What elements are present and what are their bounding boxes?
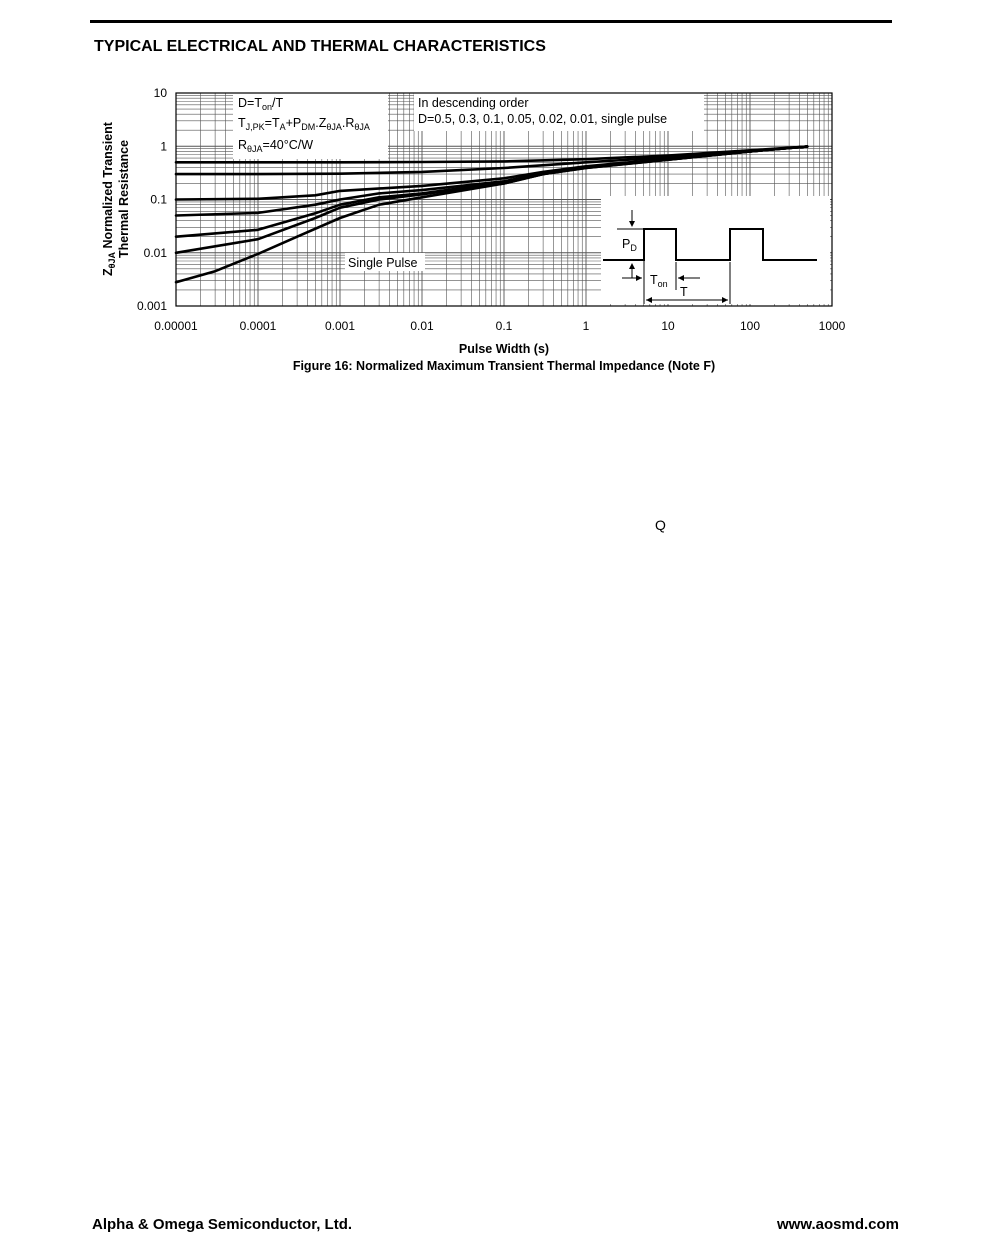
single-pulse-label: Single Pulse bbox=[348, 256, 418, 270]
ton-label: $T_{on}$ bbox=[650, 273, 668, 289]
chart-title: Figure 16: Normalized Maximum Transient Thermal Impedance (Note F) bbox=[292, 359, 716, 373]
footer-website[interactable]: www.aosmd.com bbox=[777, 1216, 899, 1233]
order-line-2: D=0.5, 0.3, 0.1, 0.05, 0.02, 0.01, single pulse bbox=[418, 112, 668, 126]
y-tick-labels bbox=[137, 86, 167, 313]
x-tick-labels bbox=[154, 319, 845, 333]
order-box bbox=[414, 93, 704, 131]
single-pulse-annotation bbox=[345, 253, 425, 271]
y-tick-label: 0.01 bbox=[143, 245, 167, 260]
x-tick-label: 1000 bbox=[818, 319, 846, 333]
x-tick-label: 100 bbox=[739, 319, 761, 333]
x-tick-label: 1 bbox=[582, 319, 590, 333]
formula-line-3: $R_{\theta JA}=40^\circ C/W$ bbox=[238, 138, 314, 154]
y-tick-label: 0.001 bbox=[136, 299, 167, 313]
x-tick-label: 0.01 bbox=[410, 319, 434, 333]
y-tick-label: 0.1 bbox=[150, 192, 167, 207]
period-label: T bbox=[680, 285, 688, 299]
formula-box bbox=[233, 93, 388, 159]
formula-line-2: $T_{J,PK}=T_A+P_{DM}.Z_{\theta JA}.R_{\theta JA}$ bbox=[238, 116, 370, 132]
x-tick-label: 0.00001 bbox=[154, 319, 198, 333]
x-axis-label: Pulse Width (s) bbox=[458, 342, 550, 356]
y-axis-label-line-2: Thermal Resistance bbox=[117, 139, 131, 259]
y-tick-label: 10 bbox=[153, 86, 167, 100]
pulse-diagram bbox=[601, 196, 830, 304]
pd-label: $P_D$ bbox=[622, 237, 637, 253]
y-axis-label-line-1: $Z_{\theta JA}$ Normalized Transient bbox=[101, 122, 117, 276]
x-tick-label: 0.1 bbox=[495, 319, 513, 333]
order-line-1: In descending order bbox=[418, 96, 529, 110]
y-tick-label: 1 bbox=[160, 139, 167, 154]
formula-line-1: $D=T_{on}/T$ bbox=[238, 96, 284, 112]
footer-company: Alpha & Omega Semiconductor, Ltd. bbox=[92, 1216, 353, 1233]
thermal-impedance-chart bbox=[0, 0, 991, 400]
x-tick-label: 0.001 bbox=[324, 319, 356, 333]
y-axis-label bbox=[101, 121, 131, 276]
x-tick-label: 0.0001 bbox=[239, 319, 277, 333]
x-tick-label: 10 bbox=[661, 319, 675, 333]
stray-character: Q bbox=[655, 517, 666, 533]
section-title: TYPICAL ELECTRICAL AND THERMAL CHARACTERISTICS bbox=[94, 38, 546, 55]
